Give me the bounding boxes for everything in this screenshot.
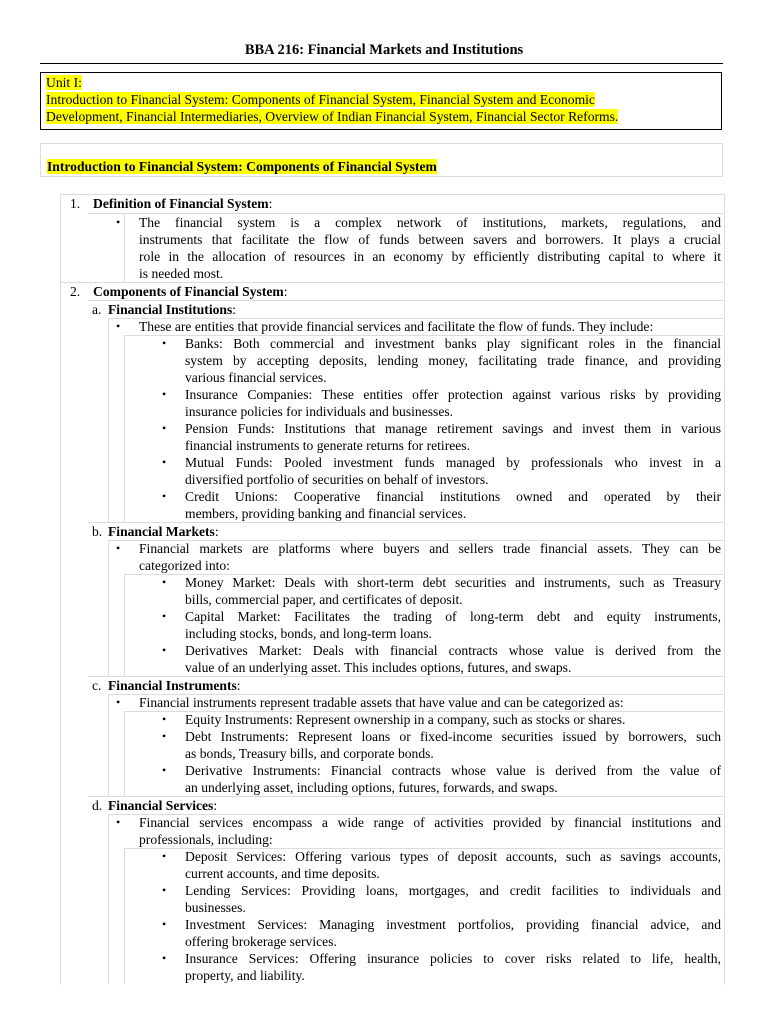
definition-paragraph-line: role in the allocation of resources in an economy by efficiently distributing capital to where it <box>139 249 721 264</box>
financial-services-item-line: Lending Services: Providing loans, mortgages, and credit facilities to individuals and <box>185 883 721 898</box>
financial-instruments-heading-title <box>108 677 241 694</box>
bullet-icon: • <box>116 695 121 709</box>
financial-institutions-heading-colon: : <box>232 302 237 317</box>
financial-services-heading-number: d. <box>92 798 103 813</box>
components-heading-number: 2. <box>70 284 81 299</box>
bullet-icon: • <box>162 643 167 657</box>
bullet-icon: • <box>116 815 121 829</box>
financial-services-item-line: property, and liability. <box>185 968 305 983</box>
unit-line-2: Development, Financial Intermediaries, Overview of Indian Financial System, Financial Sector Reforms. <box>46 109 619 124</box>
financial-institutions-item-line: Insurance Companies: These entities offer protection against various risks by providing <box>185 387 721 402</box>
financial-instruments-item-line: as bonds, Treasury bills, and corporate bonds. <box>185 746 434 761</box>
definition-paragraph-line: is needed most. <box>139 266 224 281</box>
financial-markets-heading-number: b. <box>92 524 103 539</box>
components-heading-title-text: Components of Financial System <box>93 284 284 299</box>
financial-institutions-heading-title-text: Financial Institutions <box>108 302 233 317</box>
financial-instruments-intro-line: Financial instruments represent tradable assets that have value and can be categorized as: <box>139 695 624 710</box>
financial-institutions-heading-number: a. <box>92 302 102 317</box>
bullet-icon: • <box>116 541 121 555</box>
financial-markets-item-line: Derivatives Market: Deals with financial contracts whose value is derived from the <box>185 643 721 658</box>
financial-institutions-item-line: Banks: Both commercial and investment banks play significant roles in the financial <box>185 336 721 351</box>
bullet-icon: • <box>162 489 167 503</box>
financial-institutions-item-line: Credit Unions: Cooperative financial institutions owned and operated by their <box>185 489 721 504</box>
financial-institutions-sub-col <box>108 318 109 522</box>
bullet-icon: • <box>162 609 167 623</box>
financial-services-item-line: Insurance Services: Offering insurance policies to cover risks related to life, health, <box>185 951 721 966</box>
financial-institutions-item-line: members, providing banking and financial services. <box>185 506 467 521</box>
financial-services-item-line: current accounts, and time deposits. <box>185 866 380 881</box>
financial-services-heading-title-text: Financial Services <box>108 798 214 813</box>
financial-instruments-sub-col <box>108 694 109 796</box>
components-heading-title <box>93 283 287 300</box>
financial-instruments-item-line: an underlying asset, including options, futures, forwards, and swaps. <box>185 780 558 795</box>
financial-services-intro-line: Financial services encompass a wide range of activities provided by financial institutions and <box>139 815 721 830</box>
financial-institutions-item-line: Pension Funds: Institutions that manage retirement savings and invest them in various <box>185 421 721 436</box>
financial-institutions-item-line: system by accepting deposits, lending money, facilitating trade finance, and providing <box>185 353 721 368</box>
financial-markets-item-line: including stocks, bonds, and long-term loans. <box>185 626 432 641</box>
document-title: BBA 216: Financial Markets and Institutions <box>244 42 524 58</box>
financial-services-intro-line: professionals, including: <box>139 832 273 847</box>
bullet-icon: • <box>162 763 167 777</box>
bullet-icon: • <box>162 421 167 435</box>
bullet-icon: • <box>116 319 121 333</box>
bullet-icon: • <box>162 849 167 863</box>
financial-services-list-col <box>124 848 125 984</box>
financial-markets-item-line: Money Market: Deals with short-term debt securities and instruments, such as Treasury <box>185 575 721 590</box>
bullet-icon: • <box>162 917 167 931</box>
financial-instruments-list-col <box>124 711 125 796</box>
definition-heading-title-text: Definition of Financial System <box>93 196 269 211</box>
financial-instruments-heading-number: c. <box>92 678 102 693</box>
financial-institutions-list-col <box>124 335 125 522</box>
bullet-icon: • <box>162 712 167 726</box>
financial-instruments-item-line: Equity Instruments: Represent ownership in a company, such as stocks or shares. <box>185 712 626 727</box>
financial-instruments-item-line: Derivative Instruments: Financial contracts whose value is derived from the value of <box>185 763 721 778</box>
bullet-icon: • <box>162 729 167 743</box>
financial-markets-list-col <box>124 574 125 676</box>
unit-line-1: Introduction to Financial System: Components of Financial System, Financial System and Economic <box>46 92 595 107</box>
financial-services-item-line: businesses. <box>185 900 246 915</box>
financial-instruments-item-line: Debt Instruments: Represent loans or fixed-income securities issued by borrowers, such <box>185 729 721 744</box>
financial-markets-item-line: bills, commercial paper, and certificates of deposit. <box>185 592 463 607</box>
financial-services-heading-title <box>108 797 217 814</box>
financial-markets-heading-title-text: Financial Markets <box>108 524 215 539</box>
financial-institutions-item-line: diversified portfolio of securities on behalf of investors. <box>185 472 489 487</box>
def-col <box>124 214 125 282</box>
financial-instruments-heading-title-text: Financial Instruments <box>108 678 237 693</box>
financial-markets-item-line: Capital Market: Facilitates the trading of long-term debt and equity instruments, <box>185 609 721 624</box>
definition-heading-title <box>93 195 272 212</box>
bullet-icon: • <box>162 951 167 965</box>
financial-services-item-line: Deposit Services: Offering various types of deposit accounts, such as savings accounts, <box>185 849 721 864</box>
financial-instruments-heading-colon: : <box>236 678 241 693</box>
financial-services-sub-col <box>108 814 109 984</box>
financial-services-item-line: Investment Services: Managing investment portfolios, providing financial advice, and <box>185 917 721 932</box>
section-heading: Introduction to Financial System: Components of Financial System <box>47 159 437 174</box>
bullet-icon: • <box>162 387 167 401</box>
financial-institutions-item-line: Mutual Funds: Pooled investment funds managed by professionals who invest in a <box>185 455 721 470</box>
bullet-icon: • <box>162 883 167 897</box>
financial-markets-sub-col <box>108 540 109 676</box>
definition-heading-number: 1. <box>70 196 81 211</box>
definition-paragraph-line: The financial system is a complex network of institutions, markets, regulations, and <box>139 215 721 230</box>
financial-markets-item-line: value of an underlying asset. This includes options, futures, and swaps. <box>185 660 572 675</box>
definition-heading-colon: : <box>268 196 273 211</box>
bullet-icon: • <box>162 336 167 350</box>
financial-institutions-intro-line: These are entities that provide financial services and facilitate the flow of funds. They include: <box>139 319 654 334</box>
bullet-icon: • <box>162 455 167 469</box>
financial-markets-intro-line: Financial markets are platforms where buyers and sellers trade financial assets. They can be <box>139 541 721 556</box>
unit-box <box>40 72 722 130</box>
unit-label: Unit I: <box>46 75 82 90</box>
bullet-icon: • <box>162 575 167 589</box>
financial-institutions-item-line: various financial services. <box>185 370 327 385</box>
financial-markets-heading-colon: : <box>214 524 219 539</box>
definition-paragraph-line: instruments that facilitate the flow of funds between savers and borrowers. It plays a crucial <box>139 232 721 247</box>
financial-markets-heading-title <box>108 523 219 540</box>
financial-institutions-item-line: financial instruments to generate returns for retirees. <box>185 438 470 453</box>
financial-institutions-item-line: insurance policies for individuals and businesses. <box>185 404 454 419</box>
section-heading-box <box>40 143 723 177</box>
components-heading-colon: : <box>283 284 288 299</box>
financial-markets-intro-line: categorized into: <box>139 558 230 573</box>
bullet-icon: • <box>116 215 121 229</box>
financial-services-item-line: offering brokerage services. <box>185 934 337 949</box>
title-rule <box>40 63 723 64</box>
financial-services-heading-colon: : <box>213 798 218 813</box>
financial-institutions-heading-title <box>108 301 236 318</box>
